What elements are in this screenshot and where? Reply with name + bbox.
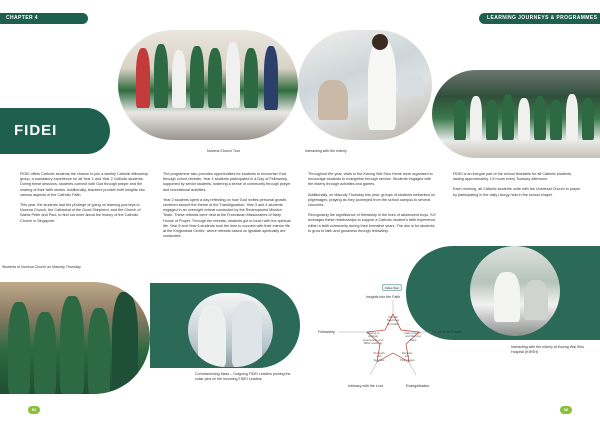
diagram-right-label: Devotion to Prayer (432, 330, 462, 334)
paragraph: Recognising the significance of friendship in the lives of adolescent boys, SJI leverages these relationships to support a Catholic student's faith experience within a faith community during their formative years. The aim is for students to grow in faith and goodness through fellowship. (308, 213, 436, 233)
caption-elderly: Interacting with the elderly (305, 149, 347, 153)
diagram-inner-top: Catholic Teachings and Mass (386, 315, 400, 326)
diagram-inner-left: Sharing of spiritual experiences and Bible readings (362, 331, 384, 346)
caption-commissioning: Commissioning Mass – Outgoing FIDEI Leaders pinning the collar pins on the incoming FIDEI Leaders (195, 372, 291, 381)
paragraph: This year, the students had the privilege of going on learning journeys to Novena Church, the Cathedral of the Good Shepherd, and the Church of Saints Peter and Paul, to find out more about the history of the Catholic Church in Singapore. (20, 203, 141, 223)
chapter-label: CHAPTER 4 (6, 15, 38, 21)
diagram-inner-bottom-left: Outreach and Services (373, 351, 385, 362)
paragraph: FIDEI offers Catholic students the chance to join a weekly Catholic fellowship group, a mandatory experience for all Year 1 and Year 2 Catholic students. During these sessions, students connect with God through prayer and the sharing of their faith stories. Additionally, teachers provide brief insights into various aspects of the Catholic Faith. (20, 172, 148, 197)
commissioning-mass-photo (188, 293, 273, 367)
paragraph: The programme also provides opportunities for students to encounter God through cohort retreats. Year 1 students participated in a Day of Fellowship, supported by senior students, fostering a sense of community through prayer and recreational activities. (163, 172, 291, 192)
title-bar (0, 108, 110, 154)
diagram-inner-bottom-right: Retreats and Pilgrimages (400, 351, 415, 362)
paragraph: FIDEI is an integral part of the school timetable for all Catholic students, lasting approximately 1.5 hours every Tuesday afternoon. (453, 172, 573, 182)
diagram-bottom-left-label: Intimacy with the Lord (348, 384, 383, 388)
diagram-title: Fides Star (382, 284, 402, 291)
diagram-top-label: Insights into the Faith (366, 295, 401, 299)
paragraph: Each morning, all Catholic students unite with the Universal Church in prayer by participating in the daily Liturgy held in the school chapel. (453, 187, 581, 197)
students-group-photo (432, 70, 600, 158)
paragraph: Year 2 students spent a day reflecting on how God invites personal growth, centered around the theme of the Transfiguration. Year 3 and 4 students engaged in an overnight retreat conducted by the Redemptorist Mission Team. These retreats were held at the Franciscan Missionaries of Mary House of Prayer. Through the retreats, students got in touch with the spiritual life. Year 5 and Year 6 students took the time to connect with their interior life at the Kingsmead Centre, where retreats based on Ignatian spirituality are conducted. (163, 197, 291, 239)
connector-line (409, 362, 416, 375)
elderly-interaction-photo (298, 30, 432, 140)
diagram-left-label: Fellowship (318, 330, 335, 334)
students-closeup-photo (0, 282, 150, 394)
kwsh-photo (470, 246, 560, 336)
diagram-inner-right: Daily prayers, and Morning Mass (404, 331, 422, 342)
text-column-3 (308, 172, 436, 239)
caption-novena: Novena Church Tour (207, 149, 240, 153)
text-column-4 (453, 172, 583, 203)
text-column-1 (20, 172, 148, 229)
page-title: FIDEI (14, 122, 58, 139)
caption-students-novena: Students of Novena Church on Maundy Thursday (2, 265, 81, 269)
page-number-left: 91 (28, 406, 40, 414)
page-number-right: 92 (560, 406, 572, 414)
caption-kwsh: Interacting with the elderly at Kwong Wai Shiu Hospital (KWSH) (511, 345, 584, 354)
connector-line (370, 362, 377, 375)
diagram-bottom-right-label: Evangelisation (406, 384, 430, 388)
text-column-2 (163, 172, 291, 244)
paragraph: Additionally, on Maundy Thursday this year, groups of students embarked on pilgrimages, praying as they journeyed from the school campus to several churches. (308, 192, 436, 208)
section-label: LEARNING JOURNEYS & PROGRAMMES (487, 15, 598, 21)
section-header-bar (479, 13, 600, 24)
paragraph: Throughout the year, visits to the Kwong Wai Shiu Home were organised to encourage students to evangelise through service. Students engaged with the elderly through activities and games. (308, 172, 433, 187)
novena-group-photo (118, 30, 298, 140)
chapter-header-bar (0, 13, 88, 24)
